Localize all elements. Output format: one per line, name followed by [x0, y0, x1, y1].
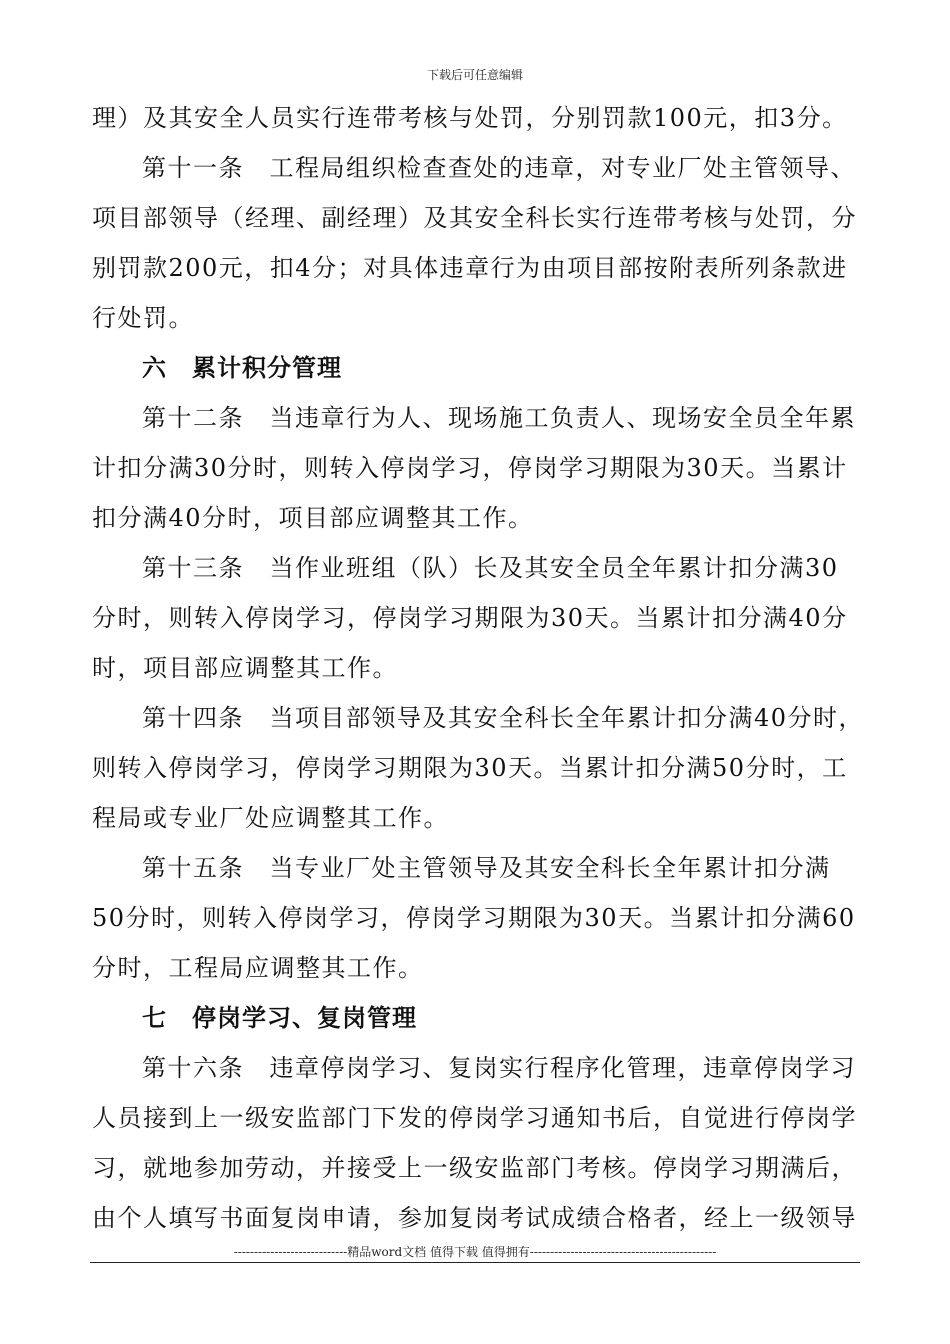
article-12-line: 第十二条 当违章行为人、现场施工负责人、现场安全员全年累 — [142, 404, 856, 432]
paragraph-line: 扣分满40分时，项目部应调整其工作。 — [92, 504, 534, 532]
footer-divider — [90, 1262, 860, 1263]
article-16-line: 第十六条 违章停岗学习、复岗实行程序化管理，违章停岗学习 — [142, 1054, 856, 1082]
paragraph-line: 分时，则转入停岗学习，停岗学习期限为30天。当累计扣分满40分 — [92, 604, 848, 632]
paragraph-line: 分时，工程局应调整其工作。 — [92, 954, 424, 982]
section-heading-7: 七 停岗学习、复岗管理 — [142, 1004, 417, 1032]
article-14-line: 第十四条 当项目部领导及其安全科长全年累计扣分满40分时， — [142, 704, 865, 732]
section-heading-6: 六 累计积分管理 — [142, 354, 342, 382]
paragraph-line: 计扣分满30分时，则转入停岗学习，停岗学习期限为30天。当累计 — [92, 454, 848, 482]
paragraph-line: 项目部领导（经理、副经理）及其安全科长实行连带考核与处罚，分 — [92, 204, 857, 232]
article-11-line: 第十一条 工程局组织检查查处的违章，对专业厂处主管领导、 — [142, 154, 856, 182]
paragraph-line: 时，项目部应调整其工作。 — [92, 654, 398, 682]
paragraph-line: 50分时，则转入停岗学习，停岗学习期限为30天。当累计扣分满60 — [92, 904, 856, 932]
paragraph-line: 习，就地参加劳动，并接受上一级安监部门考核。停岗学习期满后， — [92, 1154, 857, 1182]
paragraph-line: 别罚款200元，扣4分；对具体违章行为由项目部按附表所列条款进 — [92, 254, 848, 282]
paragraph-line: 由个人填写书面复岗申请，参加复岗考试成绩合格者，经上一级领导 — [92, 1204, 857, 1232]
article-13-line: 第十三条 当作业班组（队）长及其安全员全年累计扣分满30 — [142, 554, 839, 582]
paragraph-line: 理）及其安全人员实行连带考核与处罚，分别罚款100元，扣3分。 — [92, 104, 848, 132]
paragraph-line: 行处罚。 — [92, 304, 194, 332]
header-note: 下载后可任意编辑 — [426, 68, 523, 82]
paragraph-line: 程局或专业厂处应调整其工作。 — [92, 804, 449, 832]
footer-note: ----------------------------精品word文档 值得下载 值得拥有---------------------------------------------- — [233, 1245, 717, 1259]
paragraph-line: 则转入停岗学习，停岗学习期限为30天。当累计扣分满50分时，工 — [92, 754, 848, 782]
article-15-line: 第十五条 当专业厂处主管领导及其安全科长全年累计扣分满 — [142, 854, 831, 882]
paragraph-line: 人员接到上一级安监部门下发的停岗学习通知书后，自觉进行停岗学 — [92, 1104, 857, 1132]
